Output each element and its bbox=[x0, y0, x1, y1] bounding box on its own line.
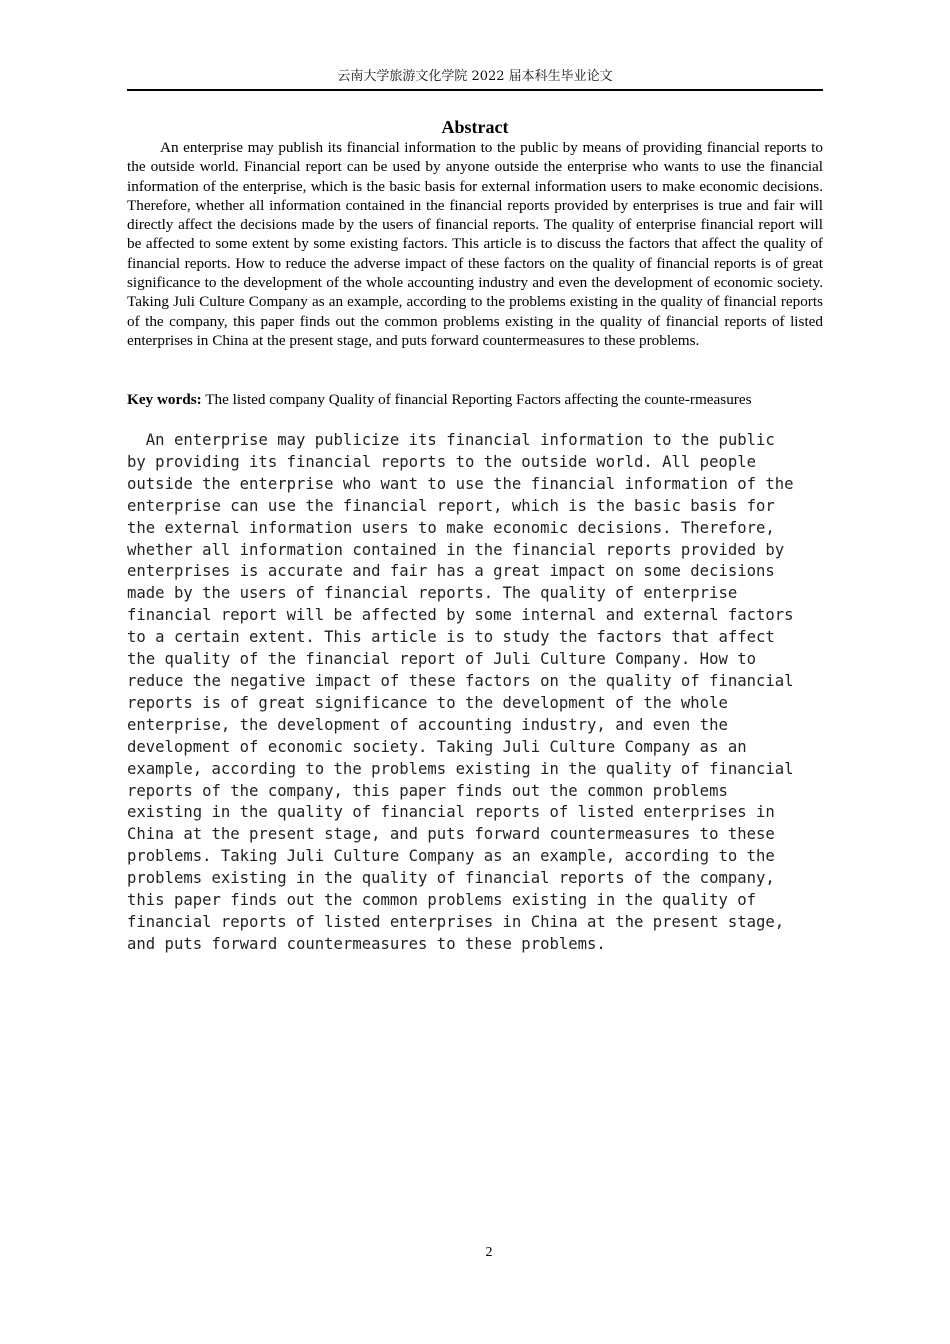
keywords-text: The listed company Quality of financial Reporting Factors affecting the counte-rmeasures bbox=[205, 391, 752, 408]
keywords-line bbox=[127, 390, 823, 409]
running-header: 云南大学旅游文化学院 2022 届本科生毕业论文 bbox=[337, 69, 613, 84]
body-paragraph: An enterprise may publicize its financial information to the public by providing its financial reports to the outside world. All people outside the enterprise who want to use the financial information of the enterprise can use the financial report, which is the basic basis for the external information users to make economic decisions. Therefore, whether all information contained in the financial reports provided by enterprises is accurate and fair has a great impact on some decisions made by the users of financial reports. The quality of enterprise financial report will be affected by some internal and external factors to a certain extent. This article is to study the factors that affect the quality of the financial report of Juli Culture Company. How to reduce the negative impact of these factors on the quality of financial reports is of great significance to the development of the whole enterprise, the development of accounting industry, and even the development of economic society. Taking Juli Culture Company as an example, according to the problems existing in the quality of financial reports of the company, this paper finds out the common problems existing in the quality of financial reports of listed enterprises in China at the present stage, and puts forward countermeasures to these problems. Taking Juli Culture Company as an example, according to the problems existing in the quality of financial reports of the company, this paper finds out the common problems existing in the quality of financial reports of listed enterprises in China at the present stage, and puts forward countermeasures to these problems. bbox=[127, 431, 794, 953]
abstract-title: Abstract bbox=[441, 117, 509, 137]
abstract-paragraph: An enterprise may publish its financial information to the public by means of providing financial reports to the outside world. Financial report can be used by anyone outside the enterprise who wants to use the financial information of the enterprise, which is the basic basis for external information users to make economic decisions. Therefore, whether all information contained in the financial reports provided by enterprises is true and fair will directly affect the decisions made by the users of financial reports. The quality of enterprise financial report will be affected to some extent by some existing factors. This article is to discuss the factors that affect the quality of financial reports. How to reduce the adverse impact of these factors on the quality of financial reports is of great significance to the development of the whole accounting industry and even the development of economic society. Taking Juli Culture Company as an example, according to the problems existing in the quality of financial reports of the company, this paper finds out the common problems existing in the quality of financial reports of listed enterprises in China at the present stage, and puts forward countermeasures to these problems. bbox=[127, 139, 823, 349]
keywords-label: Key words: bbox=[127, 391, 202, 408]
header-rule bbox=[127, 89, 823, 91]
page-number: 2 bbox=[485, 1245, 493, 1260]
